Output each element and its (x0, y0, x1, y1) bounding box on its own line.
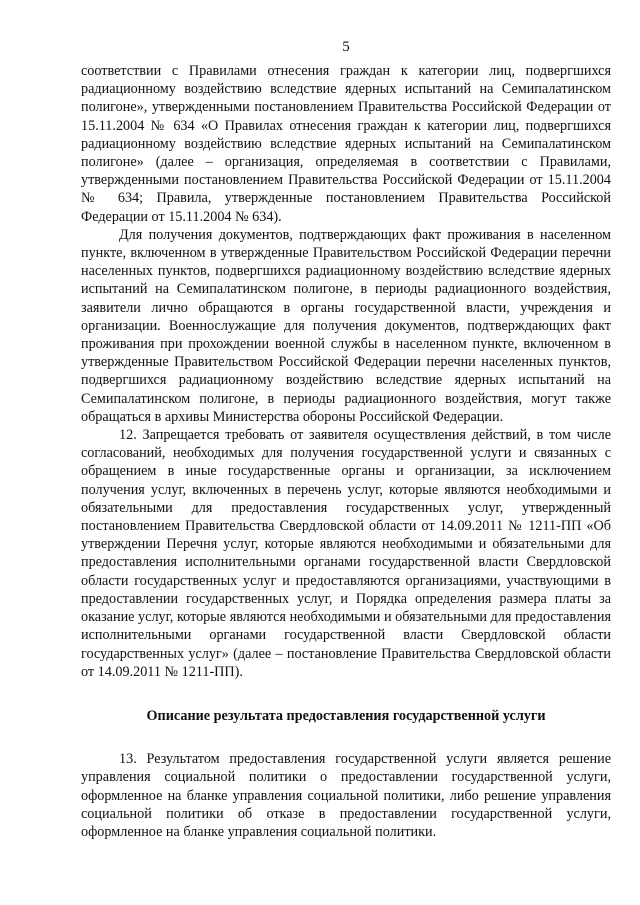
paragraph-item-13: 13. Результатом предоставления государственной услуги является решение управления социальной политики о предоставлении государственной услуги, оформленное на бланке управления социальной политики, либо решение управления социальной политики об отказе в предоставлении государственной услуги, оформленное на бланке управления социальной политики. (81, 751, 611, 840)
paragraph-residence-documents: Для получения документов, подтверждающих факт проживания в населенном пункте, включенном в утвержденные Правительством Российской Федерации перечни населенных пунктов, подвергшихся радиационному воздействию вследствие ядерных испытаний на Семипалатинском полигоне, в периоды радиационного воздействия, заявители лично обращаются в органы государственной власти, учреждения и организации. Военнослужащие для получения документов, подтверждающих факт проживания при прохождении военной службы в населенном пункте, включенном в утвержденные Правительством Российской Федерации перечни населенных пунктов, подвергшихся радиационному воздействию вследствие ядерных испытаний на Семипалатинском полигоне, в периоды радиационного воздействия, могут также обращаться в архивы Министерства обороны Российской Федерации. (81, 226, 611, 425)
section-heading: Описание результата предоставления государственной услуги (146, 707, 546, 724)
page-number: 5 (342, 39, 350, 55)
paragraph-item-12: 12. Запрещается требовать от заявителя осуществления действий, в том числе согласований, необходимых для получения государственной услуги и связанных с обращением в иные государственные органы и организации, за исключением получения услуг, включенных в перечень услуг, которые являются необходимыми и обязательными для предоставления государственных услуг, утвержденный постановлением Правительства Свердловской области от 14.09.2011 № 1211-ПП «Об утверждении Перечня услуг, которые являются необходимыми и обязательными для предоставления исполнительными органами государственной власти Свердловской области государственных услуг и предоставляются организациями, участвующими в предоставлении государственных услуг, и Порядка определения размера платы за оказание услуг, которые являются необходимыми и обязательными для предоставления исполнительными органами государственной власти Свердловской области государственных услуг» (далее – постановление Правительства Свердловской области от 14.09.2011 № 1211-ПП). (81, 427, 611, 680)
paragraph-continuation: соответствии с Правилами отнесения граждан к категории лиц, подвергшихся радиационному воздействию вследствие ядерных испытаний на Семипалатинском полигоне», утвержденными постановлением Правительства Российской Федерации от 15.11.2004 № 634 «О Правилах отнесения граждан к категории лиц, подвергшихся радиационному воздействию вследствие ядерных испытаний на Семипалатинском полигоне» (далее – организация, определяемая в соответствии с Правилами, утвержденными постановлением Правительства Российской Федерации от 15.11.2004 № 634; Правила, утвержденные постановлением Правительства Российской Федерации от 15.11.2004 № 634). (81, 63, 611, 225)
